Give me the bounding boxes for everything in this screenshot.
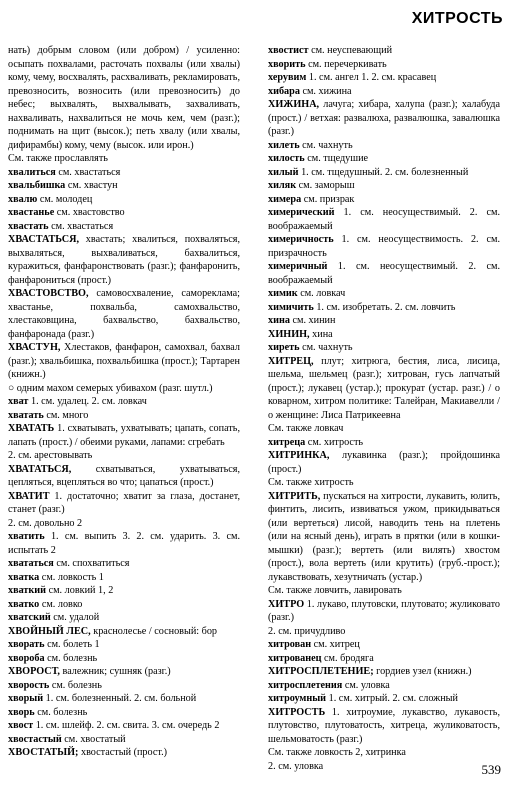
dictionary-entry <box>8 287 240 341</box>
entry-headword: ХВАСТУН, <box>8 342 61 353</box>
dictionary-entry <box>268 341 500 355</box>
entry-text: см. болеть 1 <box>44 639 100 650</box>
entry-text: 1. см. удалец. 2. см. ловкач <box>28 396 147 407</box>
entry-text: см. хвастун <box>65 180 118 191</box>
entry-headword: ХВАСТАТЬСЯ, <box>8 234 80 245</box>
entry-text: Хлестаков, фанфарон, самохвал, бахвал (разг.); хвальбишка, похвальбишка (прост.); Тартарен (книжн.) <box>8 342 240 380</box>
entry-headword: ХИТРО <box>268 598 305 610</box>
entry-headword: хворь <box>8 706 35 718</box>
entry-text: 1. схватывать, ухватывать; цапать, сопать, лапать (прост.) / обеими руками, лапами: сгребать <box>8 423 240 448</box>
entry-headword: хитроумный <box>268 693 327 704</box>
entry-text: см. заморыш <box>296 180 355 191</box>
entry-text: см. хижина <box>299 85 352 97</box>
entry-headword: хват <box>8 396 29 407</box>
entry-headword: химеричный <box>268 261 328 272</box>
dictionary-entry <box>8 719 240 733</box>
dictionary-entry <box>268 706 500 747</box>
dictionary-entry <box>8 733 240 747</box>
dictionary-entry <box>8 571 240 585</box>
entry-text: гордиев узел (книжн.) <box>373 666 472 677</box>
dictionary-entry <box>268 328 500 342</box>
left-column <box>8 44 240 760</box>
entry-text: см. хвастаться <box>48 220 114 232</box>
entry-headword: хвостастый <box>8 733 62 745</box>
entry-headword: ХВАТАТЬ <box>8 423 55 434</box>
dictionary-entry <box>8 166 240 180</box>
entry-headword: хиреть <box>268 342 300 353</box>
entry-headword: ХИТРОСТЬ <box>268 706 326 718</box>
dictionary-entry <box>8 638 240 652</box>
entry-headword: химерический <box>268 207 335 218</box>
dictionary-entry <box>268 679 500 693</box>
dictionary-entry <box>8 679 240 693</box>
entry-headword: хиляк <box>268 180 297 191</box>
entry-text: 1. см. выпить 3. 2. см. ударить. 3. см. испытать 2 <box>8 531 240 556</box>
entry-text: см. бродяга <box>321 652 374 664</box>
dictionary-entry <box>8 193 240 207</box>
dictionary-entry <box>8 422 240 449</box>
dictionary-entry <box>8 665 240 679</box>
entry-text: См. также хитрость <box>268 477 354 488</box>
entry-text: См. также ловчить, лавировать <box>268 585 402 596</box>
entry-text: схватываться, ухватываться, цепляться, вцепляться во что; цапаться (прост.) <box>8 463 240 488</box>
entry-text: см. болезнь <box>49 679 102 691</box>
dictionary-entry <box>268 314 500 328</box>
dictionary-entry <box>8 598 240 612</box>
dictionary-entry <box>8 206 240 220</box>
dictionary-entry <box>8 557 240 571</box>
entry-text: см. призрак <box>301 193 355 205</box>
entry-text: см. ловкий 1, 2 <box>46 585 114 596</box>
entry-text: см. неуспевающий <box>308 45 393 56</box>
entry-headword: хвост <box>8 720 34 731</box>
entry-text: 2. см. арестовывать <box>8 450 93 461</box>
dictionary-entry <box>268 71 500 85</box>
dictionary-entry <box>8 706 240 720</box>
entry-text: 1. см. шлейф. 2. см. свита. 3. см. очередь 2 <box>33 720 220 731</box>
entry-headword: ХВАТИТ <box>8 490 50 502</box>
entry-text: См. также прославлять <box>8 153 108 164</box>
dictionary-entry <box>8 652 240 666</box>
entry-headword: ХВОЙНЫЙ ЛЕС, <box>8 625 91 637</box>
dictionary-entry <box>268 260 500 287</box>
entry-text: 1. хитроумие, лукавство, лукавость, плутовство, плутоватость, хитреца, жуликоватость, шельмоватость (разг.) <box>268 706 500 745</box>
entry-headword: хитрованец <box>268 652 322 664</box>
entry-headword: хитросплетения <box>268 679 343 691</box>
entry-headword: хвостист <box>268 45 309 56</box>
entry-text: см. хитрец <box>311 639 360 650</box>
entry-text: см. перечеркивать <box>305 58 387 70</box>
entry-headword: ХИТРЕЦ, <box>268 355 314 367</box>
entry-text: 1. лукаво, плутовски, плутовато; жуликовато (разг.) <box>268 598 500 623</box>
entry-headword: хвастанье <box>8 207 55 218</box>
running-head: ХИТРОСТЬ <box>411 10 503 27</box>
dictionary-entry <box>268 476 500 490</box>
entry-headword: хвалю <box>8 193 38 205</box>
dictionary-entry <box>268 44 500 58</box>
entry-text: см. спохватиться <box>53 558 130 569</box>
entry-headword: хвальбишка <box>8 180 66 191</box>
dictionary-entry <box>8 517 240 531</box>
entry-text: см. хвастаться <box>55 166 121 178</box>
entry-text: плут; хитрюга, бестия, лиса, лисица, шельма, шельмец (разг.); хитрован, гусь лапчатый (прост.); лукавец (устар.); прокурат (устар. разг.) / о коварном, хитром политике: Талейран, Макиавелли / о женщине: Лиса Патрикеевна <box>268 355 500 421</box>
entry-text: см. хвастовство <box>54 207 125 218</box>
entry-text: см. молодец <box>37 193 93 205</box>
entry-headword: хватка <box>8 571 40 583</box>
entry-text: 1. достаточно; хватит за глаза, достанет, станет (разг.) <box>8 490 240 515</box>
entry-headword: ХВАТАТЬСЯ, <box>8 463 72 475</box>
entry-text: см. хитрость <box>305 436 364 448</box>
dictionary-entry <box>268 58 500 72</box>
dictionary-entry <box>268 692 500 706</box>
entry-text: 2. см. уловка <box>268 760 324 772</box>
dictionary-entry <box>268 449 500 476</box>
entry-text: лачуга; хибара, халупа (разг.); халабуда (прост.) / ветхая: развалюха, развалюшка, завалюшка (разг.) <box>268 99 500 137</box>
entry-text: см. чахнуть <box>299 342 353 353</box>
entry-text: см. уловка <box>342 679 390 691</box>
entry-text: 1. см. болезненный. 2. см. больной <box>43 693 197 704</box>
dictionary-entry <box>268 139 500 153</box>
entry-text: ○ одним махом семерых убивахом (разг. шутл.) <box>8 382 213 394</box>
page-number: 539 <box>481 762 501 777</box>
entry-headword: ХИТРОСПЛЕТЕНИЕ; <box>268 666 374 677</box>
dictionary-entry <box>268 746 500 760</box>
dictionary-entry <box>8 382 240 396</box>
entry-headword: химеричность <box>268 234 334 245</box>
entry-headword: хворить <box>268 58 306 70</box>
entry-text: см. много <box>43 409 89 421</box>
dictionary-entry <box>8 395 240 409</box>
dictionary-entry <box>8 625 240 639</box>
entry-text: 2. см. причудливо <box>268 625 346 637</box>
entry-text: см. ловкач <box>297 288 346 299</box>
entry-headword: хибара <box>268 85 300 97</box>
entry-headword: хватить <box>8 531 45 542</box>
dictionary-entry <box>8 179 240 193</box>
dictionary-entry <box>268 355 500 423</box>
entry-headword: хворый <box>8 693 44 704</box>
entry-text: валежник; сушняк (разг.) <box>59 666 171 677</box>
entry-text: нать) добрым словом (или добром) / усиленно: осыпать похвалами, расточать похвалы (или хвалы) кому, чему, восхвалять, расхваливать, рекламировать, превозносить, возносить (или превозносить) до небес; выхвалять, выхвалывать, захваливать, нахваливать, нахвалиться не мочь кем, чем (разг.); поднимать на щит (высок.); петь хвалу (или хвалы, дифирамбы) кому, чему (высок. или ирон.) <box>8 45 240 151</box>
entry-headword: хвастать <box>8 220 49 232</box>
entry-text: 1. см. неосуществимость. 2. см. призрачность <box>268 234 500 259</box>
entry-headword: хвалиться <box>8 166 56 178</box>
entry-headword: хитрован <box>268 639 312 650</box>
dictionary-entry <box>268 584 500 598</box>
dictionary-entry <box>8 692 240 706</box>
dictionary-entry <box>268 179 500 193</box>
dictionary-entry <box>268 652 500 666</box>
entry-text: См. также ловкач <box>268 423 344 434</box>
entry-headword: хилеть <box>268 139 300 151</box>
entry-text: 1. см. неосуществимый. 2. см. воображаемый <box>268 207 500 232</box>
entry-headword: ХИТРИТЬ, <box>268 490 321 502</box>
dictionary-entry <box>268 760 500 774</box>
entry-headword: хворобa <box>8 652 45 664</box>
entry-text: 1. см. хитрый. 2. см. сложный <box>326 693 458 704</box>
dictionary-entry <box>268 665 500 679</box>
entry-text: хина <box>309 328 333 340</box>
dictionary-entry <box>268 193 500 207</box>
dictionary-entry <box>268 422 500 436</box>
entry-text: пускаться на хитрости, лукавить, юлить, финтить, лисить, извиваться ужом, прикидываться (или вертеться) лисой, наводить тень на плетень (или на ясный день), играть в прятки (или в кошки-мышки) (разг.); вертеть (или вилять) хвостом (прост.), вола вертеть (или крутить) (груб.-прост.); лукавствовать, хезутничать (устар.) <box>268 490 500 583</box>
entry-text: см. хинин <box>289 315 336 326</box>
entry-headword: херувим <box>268 72 307 83</box>
entry-headword: химичить <box>268 301 314 313</box>
entry-headword: хватко <box>8 598 40 610</box>
dictionary-entry <box>268 233 500 260</box>
dictionary-entry <box>268 436 500 450</box>
entry-headword: хватать <box>8 409 44 421</box>
dictionary-entry <box>8 152 240 166</box>
entry-headword: ХВАСТОВСТВО, <box>8 288 89 299</box>
dictionary-entry <box>268 490 500 585</box>
dictionary-entry <box>268 301 500 315</box>
entry-text: 1. см. тщедушный. 2. см. болезненный <box>298 166 469 178</box>
entry-text: см. болезнь <box>34 706 88 718</box>
entry-headword: ХИТРИНКА, <box>268 450 330 461</box>
dictionary-entry <box>8 44 240 152</box>
entry-headword: ХВОРОСТ, <box>8 666 60 677</box>
entry-text: см. ловкость 1 <box>39 571 104 583</box>
entry-text: см. тщедушие <box>304 153 369 164</box>
dictionary-entry <box>8 409 240 423</box>
entry-headword: хилый <box>268 166 299 178</box>
entry-text: лукавинка (разг.); пройдошинка (прост.) <box>268 450 500 475</box>
entry-text: краснолесье / сосновый: бор <box>90 625 218 637</box>
entry-headword: хваткий <box>8 585 47 596</box>
dictionary-entry <box>268 85 500 99</box>
entry-text: 1. см. изобретать. 2. см. ловчить <box>313 301 456 313</box>
entry-text: хвостастый (прост.) <box>78 747 168 758</box>
entry-headword: хитреца <box>268 436 306 448</box>
dictionary-entry <box>8 233 240 287</box>
dictionary-entry <box>8 746 240 760</box>
entry-headword: хворость <box>8 679 50 691</box>
entry-headword: ХВОСТАТЫЙ; <box>8 747 79 758</box>
entry-text: см. болезнь <box>44 652 98 664</box>
dictionary-entry <box>8 463 240 490</box>
entry-text: 2. см. довольно 2 <box>8 517 83 529</box>
entry-text: см. чахнуть <box>299 139 353 151</box>
entry-headword: хворать <box>8 639 45 650</box>
entry-headword: химера <box>268 193 302 205</box>
entry-headword: хватский <box>8 612 51 623</box>
entry-headword: хина <box>268 315 290 326</box>
dictionary-entry <box>268 638 500 652</box>
entry-text: см. ловко <box>39 598 83 610</box>
dictionary-entry <box>8 220 240 234</box>
entry-headword: хилость <box>268 153 305 164</box>
entry-text: См. также ловкость 2, хитринка <box>268 747 406 758</box>
dictionary-entry <box>268 98 500 139</box>
entry-text: 1. см. неосуществимый. 2. см. воображаемый <box>268 261 500 286</box>
dictionary-entry <box>8 584 240 598</box>
entry-headword: химик <box>268 288 298 299</box>
dictionary-entry <box>268 625 500 639</box>
entry-headword: ХИНИН, <box>268 328 310 340</box>
dictionary-entry <box>8 530 240 557</box>
dictionary-entry <box>268 152 500 166</box>
dictionary-entry <box>8 611 240 625</box>
dictionary-entry <box>8 490 240 517</box>
dictionary-entry <box>268 206 500 233</box>
dictionary-entry <box>268 166 500 180</box>
entry-text: самовосхваление, самореклама; хвастанье, похвальба, самохвальство, хлестаковщина, бахвальство, бахвальство, фанфаронада (разг.) <box>8 288 240 340</box>
entry-headword: хвататься <box>8 558 54 569</box>
entry-headword: ХИЖИНА, <box>268 99 320 110</box>
dictionary-entry <box>268 287 500 301</box>
entry-text: см. удалой <box>50 612 100 623</box>
dictionary-entry <box>8 449 240 463</box>
entry-text: см. хвостатый <box>61 733 126 745</box>
dictionary-entry <box>8 341 240 382</box>
right-column <box>268 44 500 773</box>
dictionary-entry <box>268 598 500 625</box>
entry-text: 1. см. ангел 1. 2. см. красавец <box>306 72 437 83</box>
entry-text: хвастать; хвалиться, похваляться, выхваляться, выхваливаться, бахвалиться, куражиться, фанфаронствовать (разг.); фанфаронить, фанфарониться (прост.) <box>8 234 240 286</box>
